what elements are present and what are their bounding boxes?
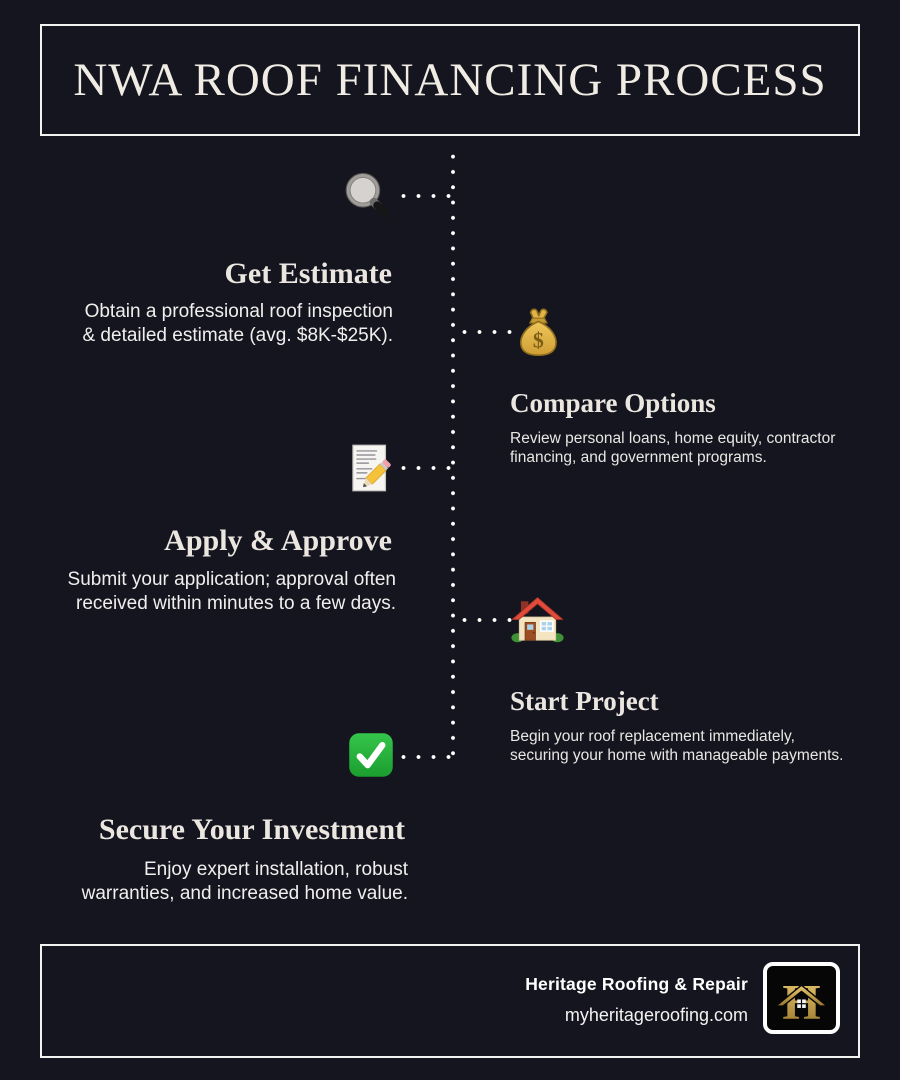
house-icon [511,593,564,646]
connector-dots [457,618,515,622]
step-title-apply-approve: Apply & Approve [164,524,392,557]
desc-line: securing your home with manageable payments. [510,746,844,764]
memo-pencil-icon [344,442,396,494]
money-bag-icon [512,306,564,358]
company-name: Heritage Roofing & Repair [525,974,748,994]
footer-text [525,974,748,1026]
connector-dots [396,466,454,470]
title-box [40,24,860,136]
heritage-logo [763,962,840,1034]
step-title-compare-options: Compare Options [510,388,716,418]
timeline-dotted-line [451,149,455,765]
step-title-start-project: Start Project [510,686,659,716]
step-title-secure-investment: Secure Your Investment [98,813,405,846]
magnifying-glass-icon [341,170,395,224]
page-title: NWA ROOF FINANCING PROCESS [73,54,827,106]
desc-line: Obtain a professional roof inspection [84,301,393,322]
connector-dots [396,194,454,198]
heritage-h-roof-monogram-icon [773,972,830,1025]
desc-line: received within minutes to a few days. [76,592,396,614]
connector-dots [396,755,454,759]
step-desc-start-project [510,728,843,765]
desc-line: Review personal loans, home equity, contractor [510,430,836,447]
desc-line: Enjoy expert installation, robust [143,859,408,880]
step-desc-compare-options [510,430,835,467]
check-mark-icon [347,731,395,779]
step-desc-secure-investment [82,858,408,905]
step-desc-get-estimate [82,300,393,347]
desc-line: Submit your application; approval often [67,569,396,590]
step-title-get-estimate: Get Estimate [224,257,392,290]
step-desc-apply-approve [68,568,396,615]
connector-dots [457,330,515,334]
svg-text:$: $ [532,327,544,353]
website-url: myheritageroofing.com [564,1005,748,1025]
footer-box [40,944,860,1058]
desc-line: financing, and government programs. [510,448,767,466]
desc-line: warranties, and increased home value. [81,882,408,904]
desc-line: & detailed estimate (avg. $8K-$25K). [82,324,393,346]
desc-line: Begin your roof replacement immediately, [510,728,795,745]
